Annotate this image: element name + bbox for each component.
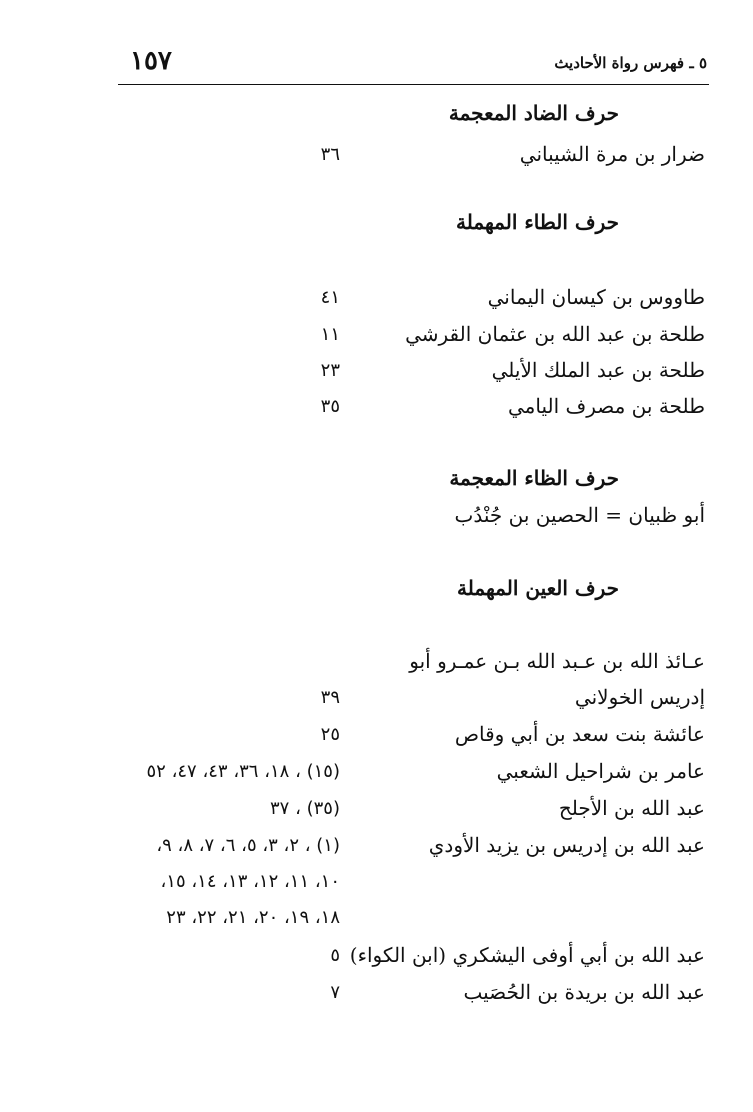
entry-pages: ٥ [330,945,340,966]
entry-pages: (١) ، ٢، ٣، ٥، ٦، ٧، ٨، ٩، [156,835,340,856]
entry-pages: ٢٣ [320,360,340,381]
entry-pages: ١١ [320,324,340,345]
entry-pages: ٣٦ [320,144,340,165]
entry-name: عـائذ الله بن عـبد الله بـن عمـرو أبو [409,649,705,673]
entry-pages: (٣٥) ، ٣٧ [270,798,340,819]
section-heading-dad: حرف الضاد المعجمة [448,101,619,125]
entry-pages: ٣٩ [320,687,340,708]
entry-pages: ٧ [330,982,340,1003]
entry-name: طلحة بن عبد الملك الأيلي [491,358,705,382]
entry-name: ضرار بن مرة الشيباني [519,142,705,166]
section-heading-ta: حرف الطاء المهملة [456,210,619,234]
entry-pages: ٢٥ [320,724,340,745]
entry-name: عبد الله بن الأجلح [558,796,705,820]
entry-name: عامر بن شراحيل الشعبي [496,759,705,783]
entry-pages: (١٥) ، ١٨، ٣٦، ٤٣، ٤٧، ٥٢ [146,761,340,782]
page-number: ١٥٧ [130,46,172,76]
entry-name: عبد الله بن إدريس بن يزيد الأودي [428,833,705,857]
entry-name: طلحة بن مصرف اليامي [507,394,705,418]
entry-name: طلحة بن عبد الله بن عثمان القرشي [405,322,705,346]
entry-name: عبد الله بن أبي أوفى اليشكري (ابن الكواء) [349,943,705,967]
entry-pages: ١٨، ١٩، ٢٠، ٢١، ٢٢، ٢٣ [166,907,340,928]
entry-name: عائشة بنت سعد بن أبي وقاص [454,722,705,746]
section-heading-za: حرف الظاء المعجمة [449,466,619,490]
entry-pages: ٤١ [320,287,340,308]
entry-pages: ١٠، ١١، ١٢، ١٣، ١٤، ١٥، [160,871,340,892]
entry-name: أبو ظبيان = الحصين بن جُنْدُب [454,503,705,527]
entry-name: إدريس الخولاني [574,685,705,709]
entry-name: طاووس بن كيسان اليماني [487,285,705,309]
entry-pages: ٣٥ [320,396,340,417]
header-rule [118,84,709,85]
running-title: ٥ ـ فهرس رواة الأحاديث [554,54,707,72]
entry-name: عبد الله بن بريدة بن الحُصَيب [463,980,705,1004]
section-heading-ain: حرف العين المهملة [457,576,619,600]
